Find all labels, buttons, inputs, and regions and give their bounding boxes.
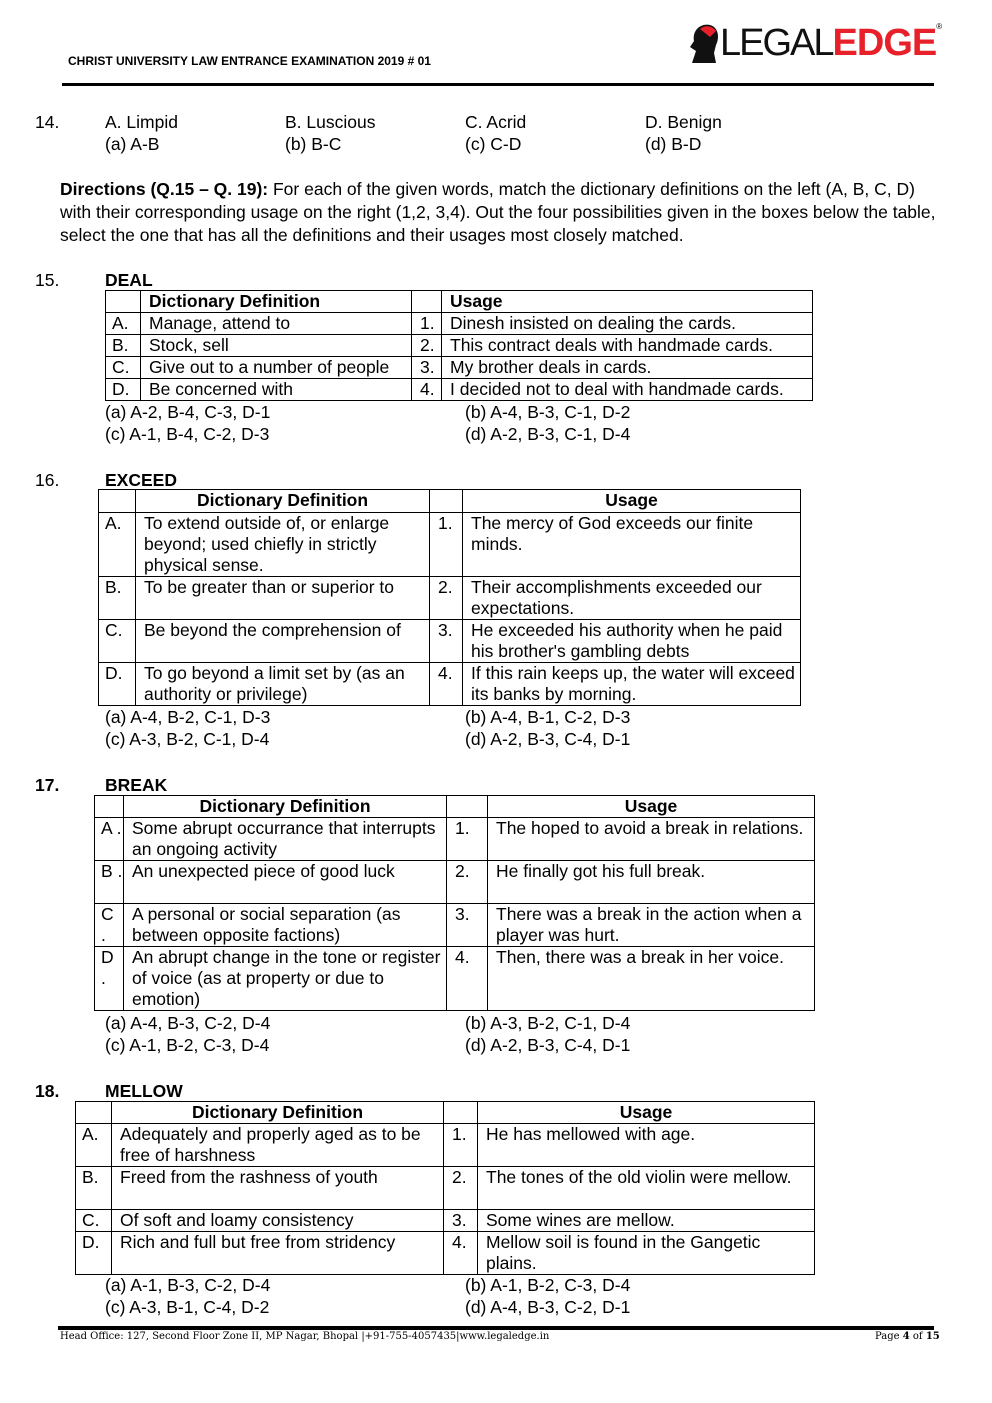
table-row — [99, 663, 801, 706]
usage-number: 3. — [412, 357, 442, 379]
question-word: DEAL — [105, 270, 153, 290]
definition-text: Freed from the rashness of youth — [112, 1167, 444, 1210]
usage-number: 3. — [444, 1210, 478, 1232]
answer-option: (b) A-3, B-2, C-1, D-4 — [465, 1013, 631, 1033]
usage-text: He exceeded his authority when he paid his brother's gambling debts — [463, 620, 801, 663]
usage-text: There was a break in the action when a player was hurt. — [488, 904, 815, 947]
definition-text: Some abrupt occurrance that interrupts an ongoing activity — [124, 818, 447, 861]
table-row — [76, 1210, 815, 1232]
header-usage: Usage — [442, 291, 813, 313]
table-row — [95, 947, 815, 1011]
row-letter: A. — [76, 1124, 112, 1167]
legaledge-logo: LEGAL EDGE ® — [686, 22, 942, 65]
directions: Directions (Q.15 – Q. 19): For each of the given words, match the dictionary definitions on the left (A, B, C, D) with their corresponding usage on the right (1,2, 3,4). Out the four possibilities given in the boxes below the table, select the one that has all the definitions and their usages most closely matched. — [60, 179, 936, 245]
answer-option: (a) A-2, B-4, C-3, D-1 — [105, 402, 271, 422]
definition-text: To be greater than or superior to — [136, 577, 430, 620]
answer-option: (d) B-D — [645, 134, 702, 154]
word-option: C. Acrid — [465, 112, 527, 132]
usage-number: 2. — [447, 861, 488, 904]
row-letter: D. — [106, 379, 141, 401]
definition-usage-table — [98, 489, 801, 706]
question-number: 17. — [35, 775, 60, 795]
row-letter: D . — [95, 947, 124, 1011]
definition-usage-table — [105, 290, 813, 401]
definition-usage-table — [94, 795, 815, 1011]
answer-option: (b) B-C — [285, 134, 342, 154]
usage-number: 2. — [412, 335, 442, 357]
usage-text: Their accomplishments exceeded our expectations. — [463, 577, 801, 620]
answer-option: (a) A-1, B-3, C-2, D-4 — [105, 1275, 271, 1295]
row-letter: C . — [95, 904, 124, 947]
answer-option: (c) A-1, B-2, C-3, D-4 — [105, 1035, 270, 1055]
word-option: A. Limpid — [105, 112, 178, 132]
row-letter: A. — [106, 313, 141, 335]
table-header-row — [95, 796, 815, 818]
header-definition: Dictionary Definition — [112, 1102, 444, 1124]
question-number: 14. — [35, 112, 60, 132]
row-letter: B. — [106, 335, 141, 357]
answer-option: (a) A-B — [105, 134, 160, 154]
header-usage: Usage — [488, 796, 815, 818]
usage-text: Dinesh insisted on dealing the cards. — [442, 313, 813, 335]
usage-text: Mellow soil is found in the Gangetic plains. — [478, 1232, 815, 1275]
question-number: 16. — [35, 470, 60, 490]
definition-text: Give out to a number of people — [141, 357, 412, 379]
table-row — [106, 357, 813, 379]
usage-number: 1. — [444, 1124, 478, 1167]
word-option: D. Benign — [645, 112, 722, 132]
table-header-row — [106, 291, 813, 313]
row-letter: A . — [95, 818, 124, 861]
usage-text: The hoped to avoid a break in relations. — [488, 818, 815, 861]
definition-text: An unexpected piece of good luck — [124, 861, 447, 904]
page-number: Page 4 of 15 — [875, 1331, 940, 1342]
row-letter: C. — [99, 620, 136, 663]
usage-number: 4. — [430, 663, 463, 706]
footer-address: Head Office: 127, Second Floor Zone II, MP Nagar, Bhopal |+91-755-4057435|www.legaledge.in — [60, 1331, 550, 1342]
usage-text: Some wines are mellow. — [478, 1210, 815, 1232]
usage-text: I decided not to deal with handmade cards. — [442, 379, 813, 401]
row-letter: C. — [106, 357, 141, 379]
definition-text: A personal or social separation (as between opposite factions) — [124, 904, 447, 947]
question-word: BREAK — [105, 775, 168, 795]
row-letter: C. — [76, 1210, 112, 1232]
table-header-row — [99, 490, 801, 513]
definition-text: Be concerned with — [141, 379, 412, 401]
answer-option: (a) A-4, B-2, C-1, D-3 — [105, 707, 271, 727]
definition-text: Be beyond the comprehension of — [136, 620, 430, 663]
usage-number: 4. — [444, 1232, 478, 1275]
usage-number: 4. — [447, 947, 488, 1011]
table-row — [106, 379, 813, 401]
row-letter: A. — [99, 513, 136, 577]
definition-text: Of soft and loamy consistency — [112, 1210, 444, 1232]
header-usage: Usage — [463, 490, 801, 513]
definition-usage-table — [75, 1101, 815, 1275]
word-option: B. Luscious — [285, 112, 376, 132]
answer-option: (c) A-3, B-1, C-4, D-2 — [105, 1297, 270, 1317]
answer-option: (c) C-D — [465, 134, 522, 154]
row-letter: B. — [99, 577, 136, 620]
header-definition: Dictionary Definition — [124, 796, 447, 818]
usage-text: My brother deals in cards. — [442, 357, 813, 379]
usage-text: The mercy of God exceeds our finite minds. — [463, 513, 801, 577]
question-word: MELLOW — [105, 1081, 183, 1101]
usage-text: If this rain keeps up, the water will exceed its banks by morning. — [463, 663, 801, 706]
table-row — [95, 818, 815, 861]
table-row — [99, 620, 801, 663]
answer-option: (c) A-1, B-4, C-2, D-3 — [105, 424, 270, 444]
table-row — [95, 861, 815, 904]
usage-text: He finally got his full break. — [488, 861, 815, 904]
usage-number: 3. — [447, 904, 488, 947]
question-number: 15. — [35, 270, 60, 290]
answer-option: (c) A-3, B-2, C-1, D-4 — [105, 729, 270, 749]
usage-text: This contract deals with handmade cards. — [442, 335, 813, 357]
table-row — [76, 1167, 815, 1210]
footer-rule — [58, 1326, 934, 1330]
row-letter: D. — [76, 1232, 112, 1275]
definition-text: To extend outside of, or enlarge beyond; used chiefly in strictly physical sense. — [136, 513, 430, 577]
usage-number: 1. — [412, 313, 442, 335]
table-row — [99, 577, 801, 620]
answer-option: (b) A-4, B-1, C-2, D-3 — [465, 707, 631, 727]
header-rule — [62, 83, 934, 86]
answer-option: (a) A-4, B-3, C-2, D-4 — [105, 1013, 271, 1033]
usage-number: 2. — [430, 577, 463, 620]
row-letter: B . — [95, 861, 124, 904]
answer-option: (b) A-4, B-3, C-1, D-2 — [465, 402, 631, 422]
answer-option: (d) A-2, B-3, C-4, D-1 — [465, 1035, 631, 1055]
answer-option: (b) A-1, B-2, C-3, D-4 — [465, 1275, 631, 1295]
answer-option: (d) A-4, B-3, C-2, D-1 — [465, 1297, 631, 1317]
row-letter: D. — [99, 663, 136, 706]
answer-option: (d) A-2, B-3, C-4, D-1 — [465, 729, 631, 749]
table-row — [76, 1124, 815, 1167]
definition-text: Adequately and properly aged as to be free of harshness — [112, 1124, 444, 1167]
table-row — [95, 904, 815, 947]
table-header-row — [76, 1102, 815, 1124]
usage-number: 1. — [447, 818, 488, 861]
question-word: EXCEED — [105, 470, 177, 490]
definition-text: Stock, sell — [141, 335, 412, 357]
usage-text: He has mellowed with age. — [478, 1124, 815, 1167]
usage-text: Then, there was a break in her voice. — [488, 947, 815, 1011]
usage-number: 2. — [444, 1167, 478, 1210]
answer-option: (d) A-2, B-3, C-1, D-4 — [465, 424, 631, 444]
usage-number: 4. — [412, 379, 442, 401]
usage-text: The tones of the old violin were mellow. — [478, 1167, 815, 1210]
head-silhouette-icon — [686, 23, 720, 65]
definition-text: Manage, attend to — [141, 313, 412, 335]
definition-text: Rich and full but free from stridency — [112, 1232, 444, 1275]
definition-text: An abrupt change in the tone or register of voice (as at property or due to emotion) — [124, 947, 447, 1011]
question-number: 18. — [35, 1081, 60, 1101]
usage-number: 3. — [430, 620, 463, 663]
header-definition: Dictionary Definition — [141, 291, 412, 313]
header-definition: Dictionary Definition — [136, 490, 430, 513]
table-row — [106, 335, 813, 357]
table-row — [76, 1232, 815, 1275]
definition-text: To go beyond a limit set by (as an authority or privilege) — [136, 663, 430, 706]
table-row — [99, 513, 801, 577]
header-usage: Usage — [478, 1102, 815, 1124]
exam-title: CHRIST UNIVERSITY LAW ENTRANCE EXAMINATION 2019 # 01 — [68, 54, 431, 68]
table-row — [106, 313, 813, 335]
row-letter: B. — [76, 1167, 112, 1210]
usage-number: 1. — [430, 513, 463, 577]
